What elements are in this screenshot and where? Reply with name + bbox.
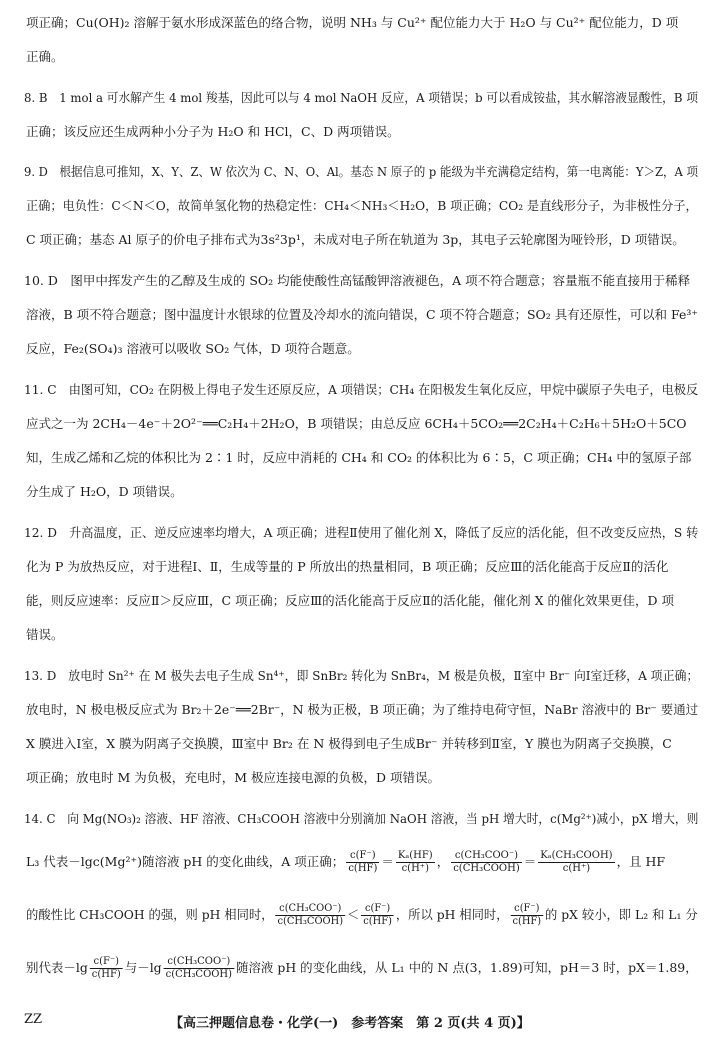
text-line: 能，则反应速率：反应Ⅱ＞反应Ⅲ，C 项正确；反应Ⅲ的活化能高于反应Ⅱ的活化能，催化剂 X 的催化效果更佳，D 项 [26,593,674,608]
footer-code: ZZ [24,1012,43,1027]
eq-text: L₃ 代表－lgc(Mg²⁺)随溶液 pH 的变化曲线，A 项正确； [26,854,345,869]
text-line: X 膜进入Ⅰ室，X 膜为阴离子交换膜，Ⅲ室中 Br₂ 在 N 极得到电子生成Br⁻ 并转移到Ⅱ室，Y 膜也为阴离子交换膜，C [26,736,672,751]
answer-8-line: 8. B 1 mol a 可水解产生 4 mol 羧基，因此可以与 4 mol NaOH 反应，A 项错误；b 可以看成铵盐，其水解溶液显酸性，B 项 [24,90,698,105]
text-line: 反应，Fe₂(SO₄)₃ 溶液可以吸收 SO₂ 气体，D 项符合题意。 [26,341,360,356]
text-line: 正确。 [26,49,64,64]
text-line: 放电时，N 极电极反应式为 Br₂＋2e⁻══2Br⁻，N 极为正极，B 项正确；为了维持电荷守恒，NaBr 溶液中的 Br⁻ 要通过 [26,702,699,717]
answer-14-line: 14. C 向 Mg(NO₃)₂ 溶液、HF 溶液、CH₃COOH 溶液中分别滴加 NaOH 溶液，当 pH 增大时，c(Mg²⁺)减小，pX 增大，则 [24,811,699,826]
answer-11-line: 11. C 由图可知，CO₂ 在阴极上得电子发生还原反应，A 项错误；CH₄ 在阳极发生氧化反应，甲烷中碳原子失电子，电极反 [24,382,699,397]
answer-10-line: 10. D 图甲中挥发产生的乙醇及生成的 SO₂ 均能使酸性高锰酸钾溶液褪色，A 项不符合题意；容量瓶不能直接用于稀释 [24,273,691,288]
fraction: $\frac{c(F^-)}{c(HF)}$ [348,850,378,874]
text-line: 知，生成乙烯和乙烷的体积比为 2∶1 时，反应中消耗的 CH₄ 和 CO₂ 的体积比为 6∶5，C 项正确；CH₄ 中的氢原子部 [26,450,692,465]
text-line: 应式之一为 2CH₄－4e⁻＋2O²⁻══C₂H₄＋2H₂O，B 项错误；由总反应 6CH₄＋5CO₂══2C₂H₄＋C₂H₆＋5H₂O＋5CO [26,416,687,431]
text-line: 溶液，B 项不符合题意；图中温度计水银球的位置及冷却水的流向错误，C 项不符合题意；SO₂ 具有还原性，可以和 Fe³⁺ [26,307,698,322]
footer-title: 【高三押题信息卷・化学(一) 参考答案 第 2 页(共 4 页)】 [170,1016,530,1031]
fraction: $\frac{c(F^-)}{c(HF)}$ [512,903,542,927]
fraction: $\frac{\text{c(CH₃COO⁻)}}{\text{c(CH₃COOH)}}$ [453,850,520,874]
text-line: 正确；该反应还生成两种小分子为 H₂O 和 HCl，C、D 两项错误。 [26,124,400,139]
fraction: $\frac{\text{c(CH₃COO⁻)}}{\text{c(CH₃COOH)}}$ [277,903,344,927]
eq-text: 的酸性比 CH₃COOH 的强，则 pH 相同时， [26,907,274,922]
fraction: $\frac{\text{Kₐ(HF)}}{c(H^+)}$ [397,850,433,874]
fraction: $\frac{c(F^-)}{c(HF)}$ [91,956,121,980]
equation-line-1: L₃ 代表－lgc(Mg²⁺)随溶液 pH 的变化曲线，A 项正确； $\frac{c(F^-)}{c(HF)}$ ＝ $\frac{\text{Kₐ(HF)}}{c(H^+)}$ ， $\frac{\text{c(CH₃COO⁻)}}{\text{c(CH₃COOH)}}$ ＝ $\frac{\text{Kₐ(CH₃COOH)}}{c(H^+)}$ ，且 HF [26,850,666,874]
equation-line-3: 别代表－lg $\frac{c(F^-)}{c(HF)}$ 与－lg $\frac{\text{c(CH₃COO⁻)}}{\text{c(CH₃COOH)}}$ 随溶液 pH 的变化曲线，从 L₁ 中的 N 点(3，1.89)可知，pH＝3 时，pX＝1.89， [26,956,698,980]
fraction: $\frac{c(F^-)}{c(HF)}$ [363,903,392,927]
text-line: 错误。 [26,627,64,642]
answer-12-line: 12. D 升高温度，正、逆反应速率均增大，A 项正确；进程Ⅱ使用了催化剂 X，降低了反应的活化能，但不改变反应热，S 转 [24,525,699,540]
equation-line-2: 的酸性比 CH₃COOH 的强，则 pH 相同时， $\frac{\text{c(CH₃COO⁻)}}{\text{c(CH₃COOH)}}$ ＜ $\frac{c(F^-)}{c(HF)}$ ，所以 pH 相同时， $\frac{c(F^-)}{c(HF)}$ 的 pX 较小，即 L₂ 和 L₁ 分 [26,903,698,927]
answer-13-line: 13. D 放电时 Sn²⁺ 在 M 极失去电子生成 Sn⁴⁺，即 SnBr₂ 转化为 SnBr₄，M 极是负极，Ⅱ室中 Br⁻ 向Ⅰ室迁移，A 项正确； [24,668,699,683]
fraction: $\frac{\text{Kₐ(CH₃COOH)}}{c(H^+)}$ [540,850,613,874]
eq-text: 别代表－lg [26,960,88,975]
text-line: 正确；电负性：C＜N＜O，故简单氢化物的热稳定性：CH₄＜NH₃＜H₂O，B 项正确；CO₂ 是直线形分子，为非极性分子， [26,198,698,213]
text-line: 分生成了 H₂O，D 项错误。 [26,484,183,499]
answer-9-line: 9. D 根据信息可推知，X、Y、Z、W 依次为 C、N、O、Al。基态 N 原子的 p 能级为半充满稳定结构，第一电离能：Y＞Z，A 项 [24,164,699,179]
text-line: 化为 P 为放热反应，对于进程Ⅰ、Ⅱ，生成等量的 P 所放出的热量相同，B 项正确；反应Ⅲ的活化能高于反应Ⅱ的活化 [26,559,669,574]
fraction: $\frac{\text{c(CH₃COO⁻)}}{\text{c(CH₃COOH)}}$ [165,956,233,980]
text-line: 项正确；Cu(OH)₂ 溶解于氨水形成深蓝色的络合物，说明 NH₃ 与 Cu²⁺ 配位能力大于 H₂O 与 Cu²⁺ 配位能力，D 项 [26,15,679,30]
text-line: 项正确；放电时 M 为负极，充电时，M 极应连接电源的负极，D 项错误。 [26,770,441,785]
text-line: C 项正确；基态 Al 原子的价电子排布式为3s²3p¹，未成对电子所在轨道为 3p，其电子云轮廓图为哑铃形，D 项错误。 [26,232,685,247]
